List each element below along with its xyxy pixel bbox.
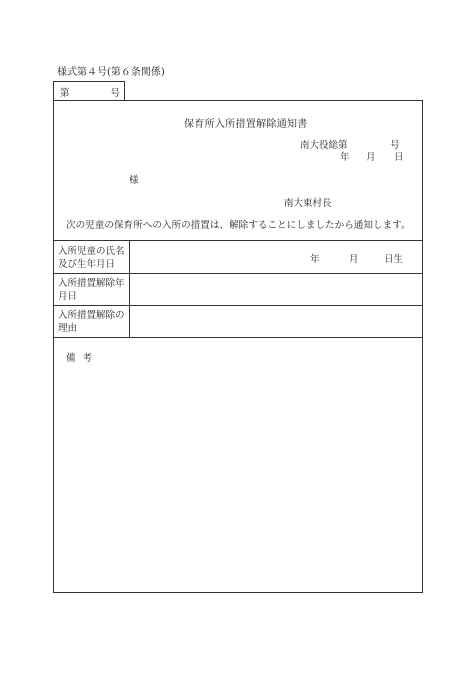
addressee-suffix: 様 xyxy=(129,175,139,186)
issue-date-day: 日 xyxy=(394,152,404,163)
document-number-box xyxy=(53,81,125,100)
birth-date-year: 年 xyxy=(310,254,320,265)
birth-date-day: 日生 xyxy=(384,254,404,265)
table-bottom-rule xyxy=(54,337,422,338)
document-number-suffix: 号 xyxy=(110,88,120,99)
row-divider xyxy=(54,305,422,306)
remarks-label: 備考 xyxy=(66,353,100,364)
birth-date-month: 月 xyxy=(349,254,359,265)
issue-date-month: 月 xyxy=(366,152,376,163)
document-number-label: 第 xyxy=(60,88,70,99)
issue-date-year: 年 xyxy=(340,152,350,163)
notice-text: 次の児童の保育所への入所の措置は、解除することにしましたから通知します。 xyxy=(66,220,411,231)
table-top-rule xyxy=(54,240,422,241)
form-number-label: 様式第４号(第６条関係) xyxy=(57,67,165,78)
row-divider xyxy=(54,273,422,274)
child-name-birth-label: 入所児童の氏名及び生年月日 xyxy=(58,246,125,270)
cancellation-reason-label: 入所措置解除の理由 xyxy=(58,310,125,334)
cancellation-date-label: 入所措置解除年月日 xyxy=(58,278,125,302)
document-title: 保育所入所措置解除通知書 xyxy=(184,119,308,130)
notice-form xyxy=(53,100,423,593)
issuer-number-suffix: 号 xyxy=(390,140,400,151)
issuer-number-prefix: 南大役総第 xyxy=(300,140,348,151)
sender-name: 南大東村長 xyxy=(284,198,332,209)
